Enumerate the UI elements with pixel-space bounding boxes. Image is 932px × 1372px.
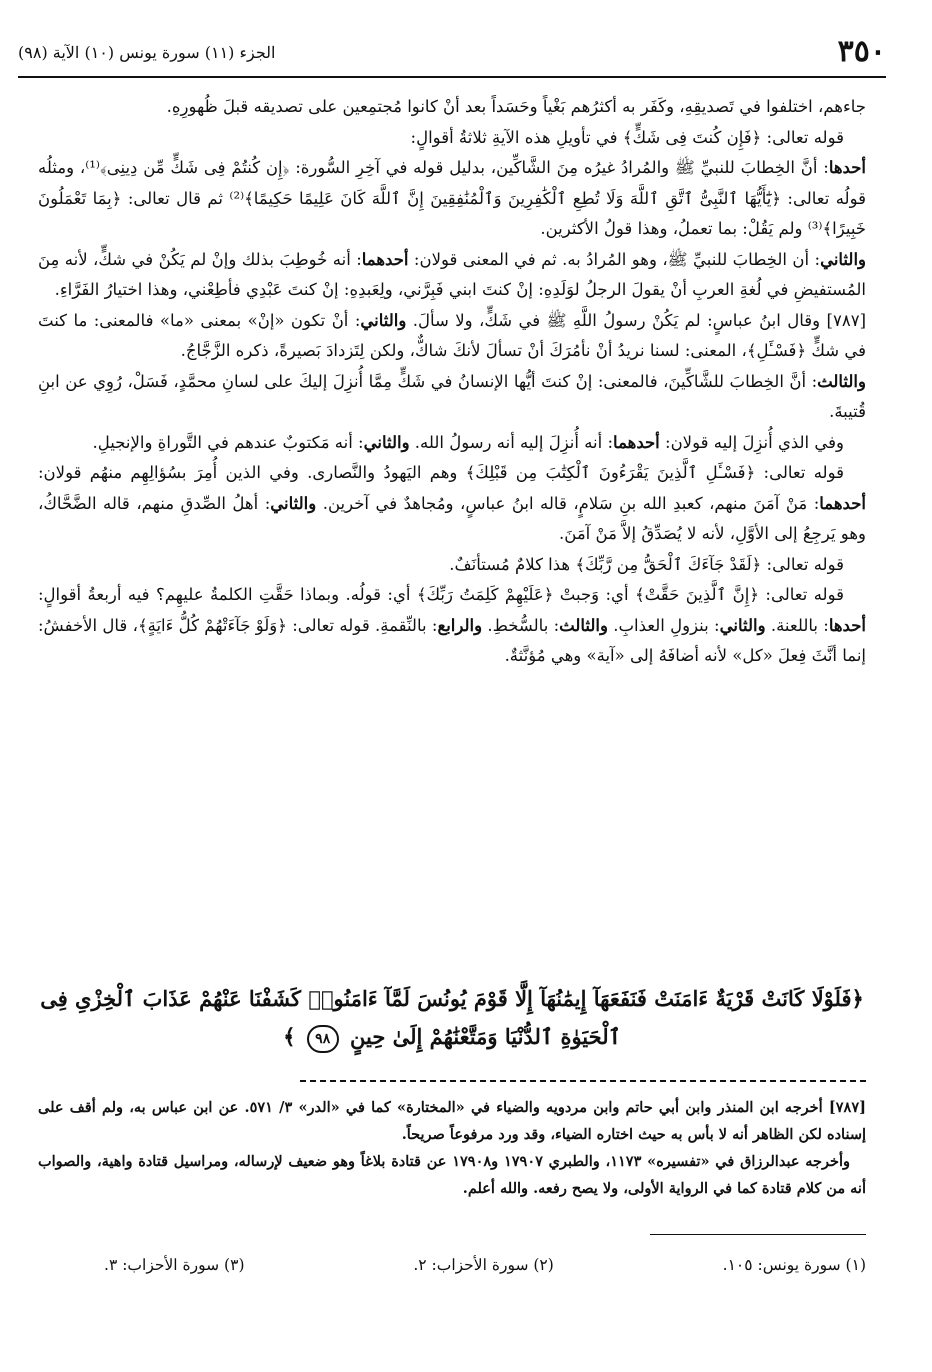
- quran-quote: ﴿عَلَيْهِمْ كَلِمَتُ رَبِّكَ﴾: [416, 585, 554, 604]
- opinion-heading: أحدهما: [819, 493, 866, 513]
- quran-quote: ﴿فَسْـَٔلِ﴾: [746, 341, 807, 360]
- opinion-heading: والثالث: [559, 615, 608, 635]
- paragraph: والثالث: أنَّ الخِطابَ للشَّاكِّينَ، فالمعنى: إنْ كنتَ أيُّها الإنسانُ في شَكٍّ مِمَّا أُنزِلَ إليكَ على لسانِ محمَّدٍ، فَسَلْ، رُوِي عن ابنِ قُتيبةَ.: [38, 371, 866, 421]
- quran-quote: ﴿بِمَا تَعْمَلُونَ خَبِيرًا﴾: [38, 188, 866, 238]
- quran-verse-block: [38, 980, 866, 1056]
- quran-quote: ﴿إِن كُنتُمْ فِى شَكٍّ مِّن دِينِى﴾: [99, 158, 290, 177]
- quran-quote: ﴿إِنَّ ٱلَّذِينَ حَقَّتْ﴾: [634, 585, 760, 604]
- paragraph: قوله تعالى: ﴿إِنَّ ٱلَّذِينَ حَقَّتْ﴾ أي: وَجبتْ ﴿عَلَيْهِمْ كَلِمَتُ رَبِّكَ﴾ أي: قولُه. وبماذا حَقَّتِ الكلمةُ عليهِم؟ فيه أربعةُ أقوالٍ: أحدها: باللعنة. والثاني: بنزولِ العذابِ. والثالث: بالسُّخطِ. والرابع: بالنِّقمةِ. قوله تعالى: ﴿وَلَوْ جَآءَتْهُمْ كُلُّ ءَايَةٍ﴾، قال الأخفشُ: إنما أنَّثَ فِعلَ «كل» لأنه أضافَهُ إلى «آية» وهي مُؤنَّثةٌ.: [38, 585, 866, 665]
- paragraph: [٧٨٧] وقال ابنُ عباسٍ: لم يَكُنْ رسولُ اللَّهِ ﷺ في شَكٍّ، ولا سألَ. والثاني: أنْ تكون «إنْ» بمعنى «ما» فالمعنى: ما كنتَ في شكٍّ ﴿فَسْـَٔلِ﴾، المعنى: لسنا نريدُ أنْ نأمُرَكَ أنْ تسألَ لأنكَ شاكٌّ، ولكن لِتَزدادَ بَصيرةً، ذكره الزَّجَّاجُ.: [38, 310, 866, 360]
- verse-closing-bracket: ﴾: [283, 1024, 296, 1049]
- footnote-rule: [650, 1234, 866, 1235]
- page-header: [18, 34, 886, 78]
- commentary-text: [38, 92, 866, 672]
- footnote: (٢) سورة الأحزاب: ٢.: [413, 1256, 554, 1274]
- paragraph: أحدها: أنَّ الخِطابَ للنبيِّ ﷺ والمُرادُ غيرُه مِنَ الشَّاكِّين، بدليل قوله في آخِرِ السُّورة: ﴿إِن كُنتُمْ فِى شَكٍّ مِّن دِينِى﴾⁽¹⁾، ومثلُه قولُه تعالى: ﴿يَٰٓأَيُّهَا ٱلنَّبِىُّ ٱتَّقِ ٱللَّهَ وَلَا تُطِعِ ٱلْكَٰفِرِينَ وَٱلْمُنَٰفِقِينَ إِنَّ ٱللَّهَ كَانَ عَلِيمًا حَكِيمًا﴾⁽²⁾ ثم قال تعالى: ﴿بِمَا تَعْمَلُونَ خَبِيرًا﴾⁽³⁾ ولم يَقُلْ: بما تعملُ، وهذا قولُ الأكثرين.: [38, 158, 867, 238]
- hadith-takhrij: [38, 1094, 866, 1202]
- paragraph: وفي الذي أُنزِلَ إليه قولان: أحدهما: أنه أُنزِلَ إليه أنه رسولُ الله. والثاني: أنه مَكتوبٌ عندهم في التَّوراةِ والإنجيلِ.: [92, 432, 844, 452]
- ayah-number-marker: ٩٨: [307, 1025, 339, 1053]
- paragraph: قوله تعالى: ﴿لَقَدْ جَآءَكَ ٱلْحَقُّ مِن رَّبِّكَ﴾ هذا كلامٌ مُستأنَفٌ.: [449, 554, 844, 574]
- opinion-heading: والثالث: [817, 371, 866, 391]
- takhrij-paragraph: [٧٨٧] أخرجه ابن المنذر وابن أبي حاتم وابن مردويه والضياء في «المختارة» كما في «الدر» ٣/ ٥٧١. عن ابن عباس به، ولم أقف على إسناده لكن الظاهر أنه لا بأس به حيث اختاره الضياء، وقد ورد مرفوعاً صريحاً.: [38, 1099, 866, 1143]
- opinion-heading: والثاني: [270, 493, 317, 513]
- quran-quote: ﴿يَٰٓأَيُّهَا ٱلنَّبِىُّ ٱتَّقِ ٱللَّهَ وَلَا تُطِعِ ٱلْكَٰفِرِينَ وَٱلْمُنَٰفِقِينَ إِنَّ ٱللَّهَ كَانَ عَلِيمًا حَكِيمًا﴾: [244, 188, 781, 208]
- footnote: (٣) سورة الأحزاب: ٣.: [104, 1256, 245, 1274]
- paragraph: جاءهم، اختلفوا في تَصديقِهِ، وكَفَر به أكثرُهم بَغْياً وحَسَداً بعد أنْ كانوا مُجتمِعين على تصديقه قبلَ ظُهورِهِ.: [166, 97, 866, 116]
- footnotes: [104, 1252, 866, 1278]
- page-number: ٣٥٠: [837, 34, 886, 69]
- running-head: الجزء (١١) سورة يونس (١٠) الآية (٩٨): [18, 43, 276, 62]
- opinion-heading: أحدها: [828, 158, 867, 177]
- opinion-heading: والثاني: [360, 310, 407, 330]
- quran-quote: ﴿وَلَوْ جَآءَتْهُمْ كُلُّ ءَايَةٍ﴾: [137, 615, 287, 635]
- paragraph: قوله تعالى: ﴿فَسْـَٔلِ ٱلَّذِينَ يَقْرَءُونَ ٱلْكِتَٰبَ مِن قَبْلِكَ﴾ وهم اليَهودُ والنَّصارى. وفي الذين أُمِرَ بسُؤالِهِم منهُم قولان: أحدهما: مَنْ آمَنَ منهم، كعبدِ الله بنِ سَلامٍ، قاله ابنُ عباسٍ، ومُجاهدٌ في آخرين. والثاني: أهلُ الصِّدقِ منهم، قاله الضَّحَّاكُ، وهو يَرجِعُ إلى الأوَّلِ، لأنه لا يُصَدِّقُ إلاَّ مَنْ آمَنَ.: [38, 463, 866, 543]
- quran-quote: ﴿لَقَدْ جَآءَكَ ٱلْحَقُّ مِن رَّبِّكَ﴾: [575, 554, 762, 574]
- opinion-heading: والثاني: [363, 432, 410, 452]
- quran-verse-text: ﴿فَلَوْلَا كَانَتْ قَرْيَةٌ ءَامَنَتْ فَنَفَعَهَآ إِيمَٰنُهَآ إِلَّا قَوْمَ يُونُسَ لَمَّآ ءَامَنُوا۟ كَشَفْنَا عَنْهُمْ عَذَابَ ٱلْخِزْىِ فِى ٱلْحَيَوٰةِ ٱلدُّنْيَا وَمَتَّعْنَٰهُمْ إِلَىٰ حِينٍ: [40, 986, 864, 1049]
- quran-quote: ﴿فَسْـَٔلِ ٱلَّذِينَ يَقْرَءُونَ ٱلْكِتَٰبَ مِن قَبْلِكَ﴾: [465, 463, 756, 482]
- opinion-heading: أحدهما: [613, 432, 660, 452]
- takhrij-paragraph: وأخرجه عبدالرزاق في «تفسيره» ١١٧٣، والطبري ١٧٩٠٧ و١٧٩٠٨ عن قتادة بلاغاً وهو ضعيف لإرساله، ومراسيل قتادة واهية، والصواب أنه من كلام قتادة كما في الرواية الأولى، ولا يصح رفعه. والله أعلم.: [38, 1153, 866, 1197]
- paragraph: والثاني: أن الخِطابَ للنبيِّ ﷺ، وهو المُرادُ به. ثم في المعنى قولان: أحدهما: أنه خُوطِبَ بذلك وإنْ لم يَكُنْ في شكٍّ، لأنه مِنَ المُستفيضِ في لُغةِ العربِ أنْ يقولَ الرجلُ لوَلَدِهِ: إنْ كنتَ ابني فَبِرَّني، ولِعَبدِهِ: إنْ كنتَ عَبْدِي فأطِعْني، وهذا اختيارُ الفَرَّاءِ.: [38, 249, 866, 299]
- quran-quote: ﴿فَإِن كُنتَ فِى شَكٍّ﴾: [622, 127, 762, 147]
- opinion-heading: والثاني: [820, 249, 866, 269]
- paragraph: قوله تعالى: ﴿فَإِن كُنتَ فِى شَكٍّ﴾ في تأويلِ هذه الآيةِ ثلاثةُ أقوالٍ:: [410, 127, 844, 147]
- opinion-heading: أحدهما: [361, 249, 409, 269]
- dashed-separator: [300, 1080, 866, 1082]
- opinion-heading: والثاني: [719, 615, 766, 635]
- opinion-heading: أحدها: [828, 615, 866, 635]
- footnote: (١) سورة يونس: ١٠٥.: [722, 1256, 866, 1274]
- opinion-heading: والرابع: [437, 615, 483, 635]
